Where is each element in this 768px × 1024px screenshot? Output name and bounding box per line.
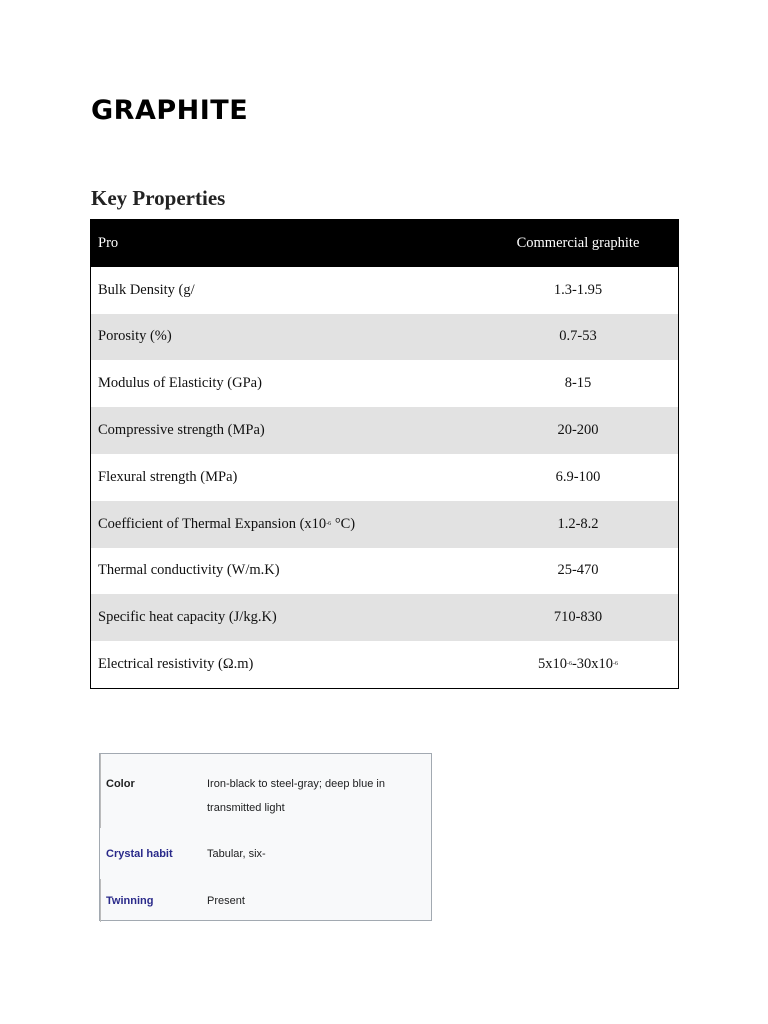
property-text-unit: °C)	[331, 515, 356, 532]
value-cell	[478, 656, 678, 673]
table-row	[91, 594, 678, 641]
mineral-infobox	[99, 753, 432, 921]
infobox-divider	[100, 879, 101, 922]
properties-table	[90, 219, 679, 689]
crystal-habit-link[interactable]: Crystal habit	[106, 848, 173, 860]
page-title: GRAPHITE	[91, 95, 249, 126]
header-property: Pro	[98, 234, 119, 251]
table-row	[91, 454, 678, 501]
infobox-label: Color	[106, 778, 135, 790]
twinning-link[interactable]: Twinning	[106, 895, 154, 907]
table-row	[91, 407, 678, 454]
value-cell: 25-470	[557, 562, 599, 579]
header-commercial-graphite: Commercial graphite	[516, 234, 640, 251]
value-text: -30x10	[571, 656, 614, 673]
infobox-value: Present	[207, 895, 245, 907]
table-row	[91, 641, 678, 688]
property-cell: Bulk Density (g/	[98, 281, 195, 298]
property-cell: Specific heat capacity (J/kg.K)	[98, 609, 277, 626]
value-text: 5x10	[537, 656, 567, 673]
table-header-row	[91, 220, 678, 267]
table-row	[91, 548, 678, 595]
infobox-value: Iron-black to steel-gray; deep blue in transmitted light	[207, 778, 385, 814]
value-cell: 1.3-1.95	[553, 281, 603, 298]
table-row	[91, 314, 678, 361]
property-cell: Thermal conductivity (W/m.K)	[98, 562, 280, 579]
property-text: Coefficient of Thermal Expansion (x10	[98, 515, 327, 532]
property-cell: Porosity (%)	[98, 328, 172, 345]
value-cell: 8-15	[564, 375, 592, 392]
table-row	[91, 267, 678, 314]
exponent: -6	[326, 520, 332, 527]
value-cell: 1.2-8.2	[557, 515, 599, 532]
table-row	[91, 360, 678, 407]
value-cell: 710-830	[553, 609, 603, 626]
property-cell: Compressive strength (MPa)	[98, 422, 265, 439]
property-cell: Modulus of Elasticity (GPa)	[98, 375, 262, 392]
exponent: -6	[613, 661, 619, 668]
infobox-divider	[100, 754, 101, 828]
value-cell: 20-200	[557, 422, 599, 439]
value-cell: 0.7-53	[559, 328, 597, 345]
table-row	[91, 501, 678, 548]
property-cell: Flexural strength (MPa)	[98, 468, 238, 485]
exponent: -6	[566, 661, 572, 668]
property-cell	[91, 516, 478, 533]
value-cell: 6.9-100	[555, 468, 601, 485]
infobox-value: Tabular, six-	[207, 848, 266, 860]
section-title: Key Properties	[91, 186, 226, 210]
property-cell: Electrical resistivity (Ω.m)	[98, 656, 254, 673]
